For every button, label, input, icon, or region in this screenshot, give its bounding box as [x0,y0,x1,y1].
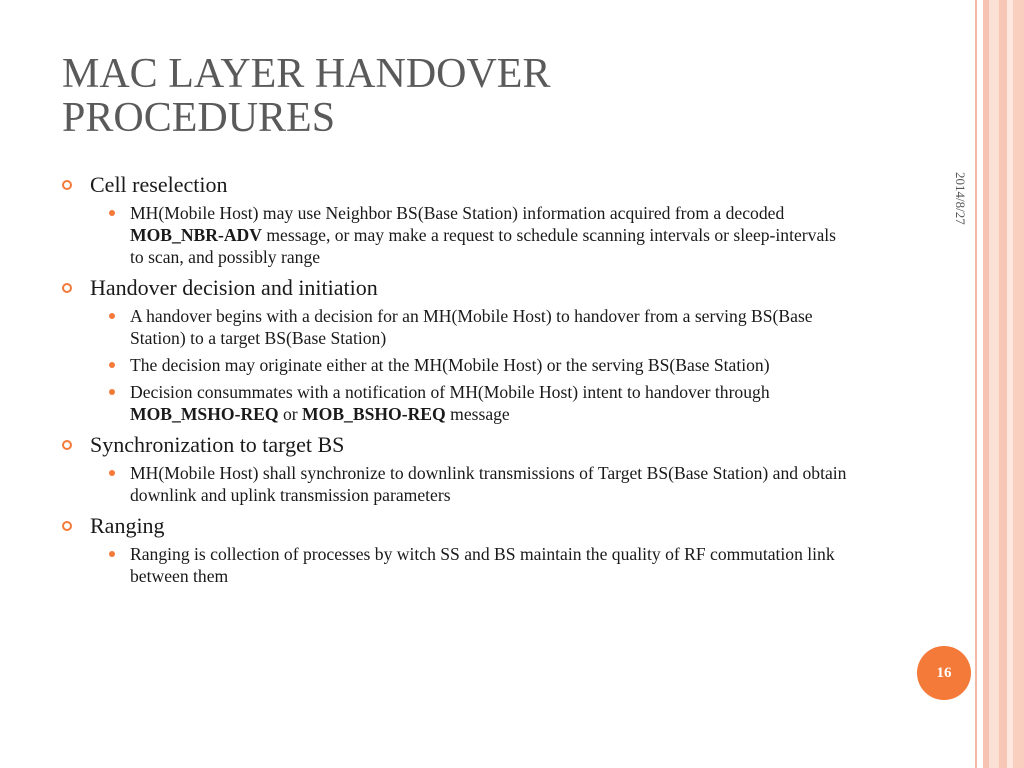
bullet-item [62,543,892,587]
decor-stripe [975,0,977,768]
bullet-text: A handover begins with a decision for an MH(Mobile Host) to handover from a serving BS(Base Station) to a target BS(Base Station) [130,306,813,348]
bullet-item [62,305,892,349]
bullet-text: Decision consummates with a notification of MH(Mobile Host) intent to handover through [130,382,770,402]
slide-body [62,170,892,592]
dot-bullet-icon [109,362,115,368]
outline-section [62,511,892,587]
message-name: MOB_BSHO-REQ [302,404,446,424]
bullet-text: MH(Mobile Host) may use Neighbor BS(Base Station) information acquired from a decoded [130,203,785,223]
bullet-text: MH(Mobile Host) shall synchronize to downlink transmissions of Target BS(Base Station) and obtain downlink and uplink transmission parameters [130,463,847,505]
dot-bullet-icon [109,389,115,395]
section-heading [62,170,892,200]
section-heading [62,511,892,541]
dot-bullet-icon [109,210,115,216]
bullet-item [62,462,892,506]
ring-bullet-icon [62,180,72,190]
bullet-item [62,354,892,376]
message-name: MOB_NBR-ADV [130,225,262,245]
section-heading-text: Handover decision and initiation [90,275,378,300]
dot-bullet-icon [109,470,115,476]
decor-stripe [999,0,1007,768]
bullet-text: Ranging is collection of processes by witch SS and BS maintain the quality of RF commutation link between them [130,544,835,586]
message-name: MOB_MSHO-REQ [130,404,279,424]
section-heading [62,273,892,303]
outline-section [62,430,892,506]
slide-date: 2014/8/27 [953,172,968,225]
bullet-text: or [278,404,303,424]
bullet-text: message [445,404,510,424]
outline-section [62,170,892,268]
section-heading-text: Ranging [90,513,165,538]
bullet-item [62,202,892,268]
dot-bullet-icon [109,313,115,319]
bullet-item [62,381,892,425]
bullet-text: message, or may make a request to schedule scanning intervals or sleep-intervals to scan, and possibly range [130,225,837,267]
slide-title: MAC LAYER HANDOVER PROCEDURES [62,51,551,141]
page-number: 16 [936,664,952,681]
outline-section [62,273,892,425]
section-heading [62,430,892,460]
section-heading-text: Cell reselection [90,172,228,197]
ring-bullet-icon [62,440,72,450]
decor-stripe [1013,0,1024,768]
dot-bullet-icon [109,551,115,557]
ring-bullet-icon [62,283,72,293]
ring-bullet-icon [62,521,72,531]
decor-stripe [989,0,999,768]
page-number-badge [917,646,971,700]
section-heading-text: Synchronization to target BS [90,432,345,457]
bullet-text: The decision may originate either at the MH(Mobile Host) or the serving BS(Base Station) [130,355,770,375]
